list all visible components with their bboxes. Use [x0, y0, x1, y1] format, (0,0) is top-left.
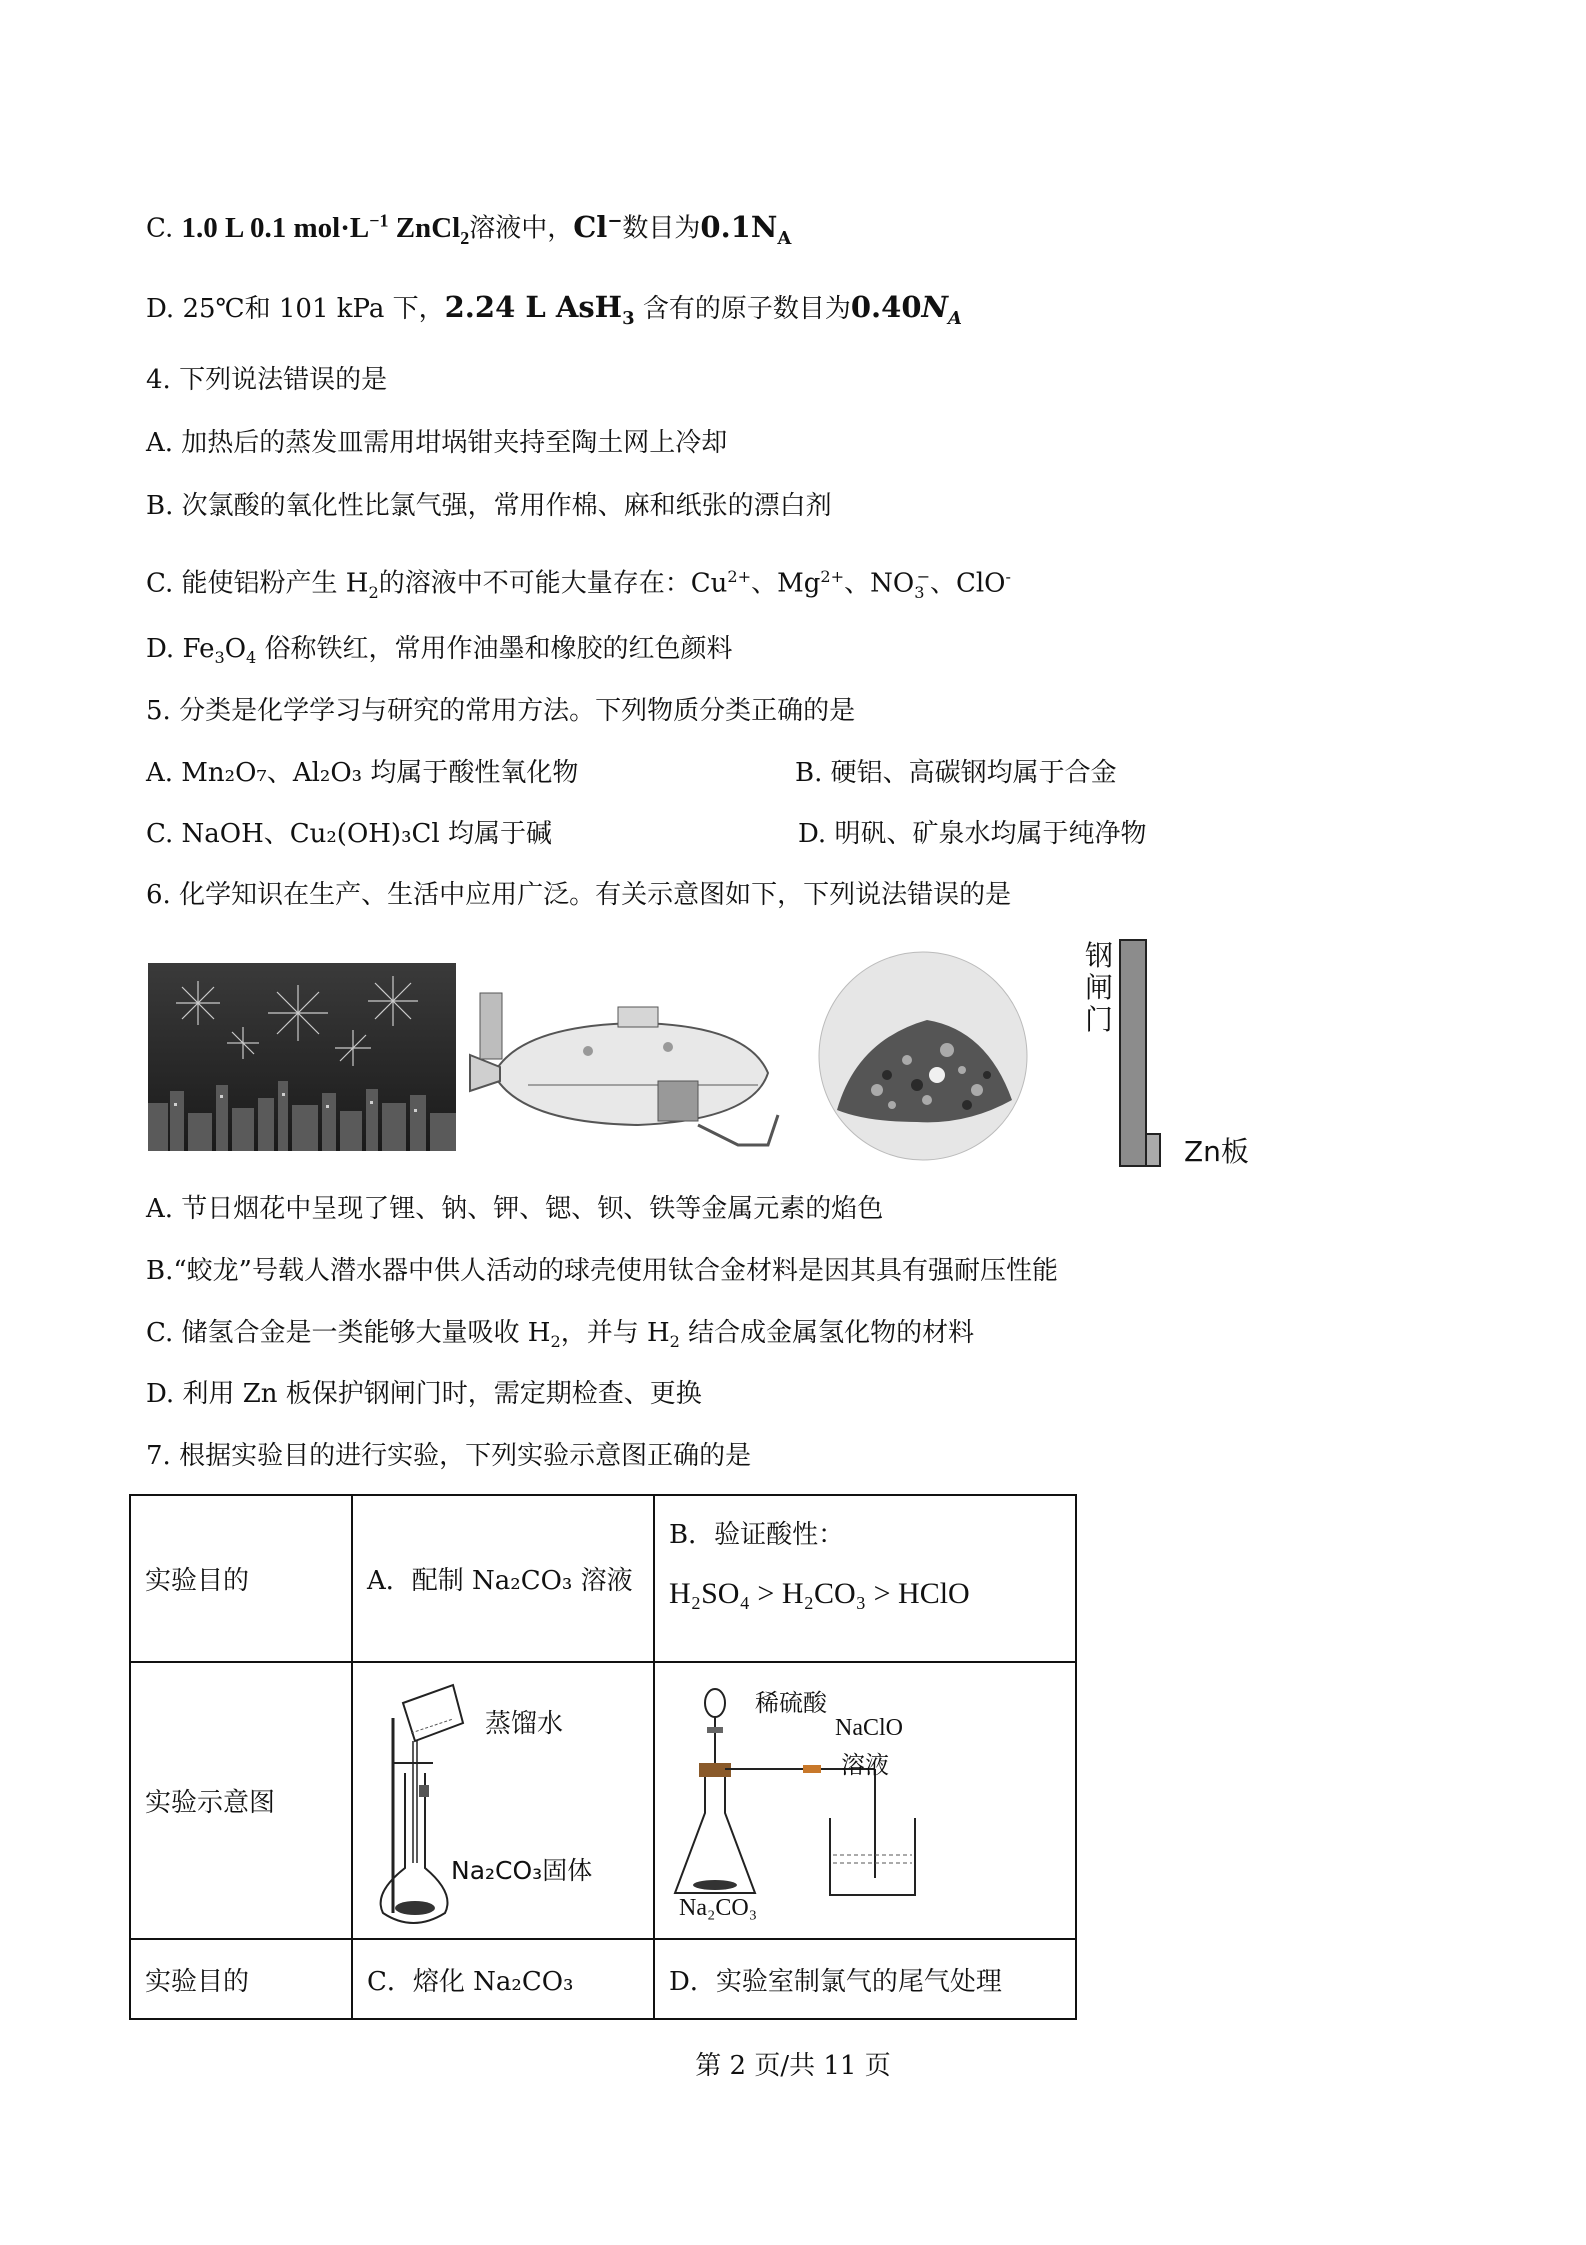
- table-row: [130, 1939, 1076, 2019]
- row1-option-a: A．配制 Na₂CO₃ 溶液: [352, 1495, 654, 1662]
- solution-label: 溶液: [841, 1751, 889, 1779]
- option-5b: B. 硬铝、高碳钢均属于合金: [795, 758, 1117, 788]
- acidity-apparatus-diagram: [655, 1663, 1075, 1931]
- table-row: [130, 1662, 1076, 1939]
- hydrogen-alloy-image: [817, 950, 1029, 1162]
- option-4a: A. 加热后的蒸发皿需用坩埚钳夹持至陶土网上冷却: [146, 428, 728, 458]
- question-5-stem: 5. 分类是化学学习与研究的常用方法。下列物质分类正确的是: [146, 696, 856, 726]
- option-6d: D. 利用 Zn 板保护钢闸门时，需定期检查、更换: [146, 1379, 702, 1409]
- option-6c: C. 储氢合金是一类能够大量吸收 $H_2$，并与 $H_2$ 结合成金属氢化物的材料: [146, 1318, 975, 1352]
- question-7-stem: 7. 根据实验目的进行实验，下列实验示意图正确的是: [146, 1441, 752, 1471]
- experiment-table: [129, 1494, 1077, 2020]
- option-3c: C. 1.0 L 0.1 $mol\cdot L^{-1}$ ZnCl$_2$溶液中，Cl−数目为$0.1N_A$: [146, 209, 792, 249]
- option-5a: A. Mn₂O₇、Al₂O₃ 均属于酸性氧化物: [146, 758, 579, 788]
- option-4c: C. 能使铝粉产生 $H_2$的溶液中不可能大量存在：$Cu^{2+}$、$Mg^{2+}$、$NO_3^-$、ClO-: [146, 567, 1011, 602]
- distilled-water-label: 蒸馏水: [485, 1709, 564, 1739]
- row1-option-b: [654, 1495, 1076, 1662]
- question-6-stem: 6. 化学知识在生产、生活中应用广泛。有关示意图如下，下列说法错误的是: [146, 880, 1012, 910]
- row2-label: 实验示意图: [130, 1662, 352, 1939]
- option-3d: D. 25℃和 101 kPa 下，2.24 L AsH$_3$ 含有的原子数目为$0.40N_A$: [146, 290, 962, 329]
- row3-option-d: D．实验室制氯气的尾气处理: [654, 1939, 1076, 2019]
- option-5c: C. NaOH、Cu₂(OH)₃Cl 均属于碱: [146, 819, 552, 849]
- question-4-stem: 4. 下列说法错误的是: [146, 365, 388, 395]
- row1-label: 实验目的: [130, 1495, 352, 1662]
- gate-label: 钢闸门: [1084, 939, 1113, 1036]
- option-6a: A. 节日烟花中呈现了锂、钠、钾、锶、钡、铁等金属元素的焰色: [146, 1194, 884, 1224]
- option-6b: B.“蛟龙”号载人潜水器中供人活动的球壳使用钛合金材料是因其具有强耐压性能: [146, 1256, 1058, 1286]
- diagram-a-cell: [352, 1662, 654, 1939]
- na2co3-solid-label: Na₂CO₃固体: [451, 1856, 593, 1885]
- option-b-formula: H₂SO₄ > H₂CO₃ > HClO: [669, 1577, 970, 1610]
- zn-label: Zn板: [1184, 1135, 1249, 1168]
- steel-gate-diagram: [1084, 938, 1254, 1170]
- option-4b: B. 次氯酸的氧化性比氯气强，常用作棉、麻和纸张的漂白剂: [146, 491, 832, 521]
- option-4d: D. $Fe_3O_4$ 俗称铁红，常用作油墨和橡胶的红色颜料: [146, 634, 733, 668]
- naclo-label: NaClO: [835, 1715, 903, 1741]
- row3-label: 实验目的: [130, 1939, 352, 2019]
- option-5d: D. 明矾、矿泉水均属于纯净物: [798, 819, 1147, 849]
- option-b-title: B．验证酸性：: [669, 1520, 845, 1550]
- diagram-b-cell: [654, 1662, 1076, 1939]
- submersible-image: [468, 985, 798, 1155]
- table-row: [130, 1495, 1076, 1662]
- page-footer: 第 2 页/共 11 页: [695, 2051, 891, 2081]
- b-na2co3-label: Na₂CO₃: [679, 1895, 758, 1921]
- fireworks-image: [148, 963, 456, 1151]
- dilute-sulfuric-acid-label: 稀硫酸: [755, 1689, 827, 1717]
- row3-option-c: C．熔化 Na₂CO₃: [352, 1939, 654, 2019]
